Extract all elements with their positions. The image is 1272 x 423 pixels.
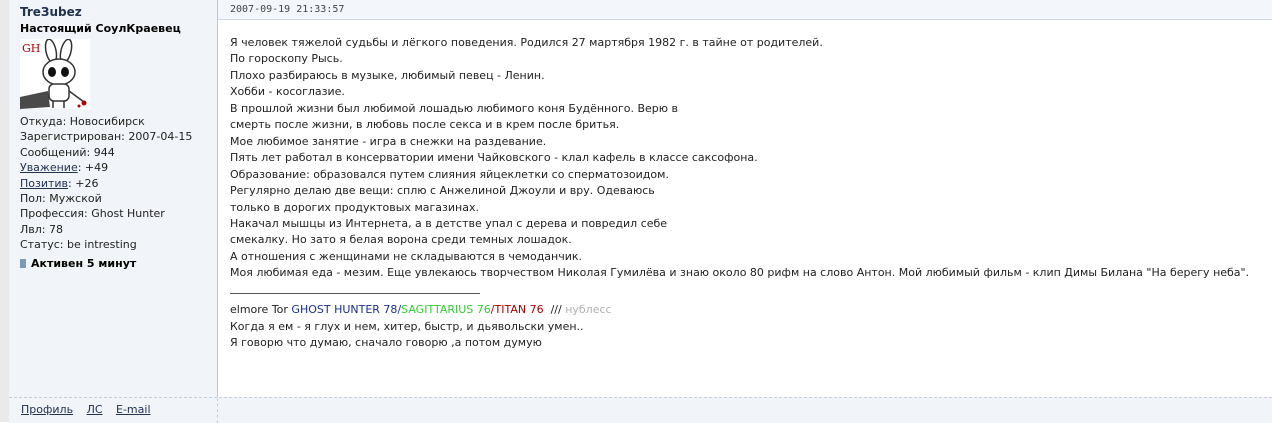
post-line: Плохо разбираюсь в музыке, любимый певец - Ленин.	[230, 68, 545, 82]
online-indicator-icon	[20, 259, 26, 268]
signature-line-1: elmore Tor GHOST HUNTER 78/SAGITTARIUS 76/TITAN 76 /// нублесс	[230, 303, 612, 316]
respect-link[interactable]: Уважение	[20, 161, 78, 175]
email-link[interactable]: E-mail	[116, 403, 151, 416]
info-posts: Сообщений: 944	[20, 145, 115, 159]
post-footer	[9, 397, 1272, 423]
author-name[interactable]: TreЗubez	[20, 5, 82, 19]
post-line: Мое любимое занятие - игра в снежки на раздевание.	[230, 134, 547, 148]
info-registered: Зарегистрирован: 2007-04-15	[20, 130, 193, 144]
post-line: Пять лет работал в консерватории имени Чайковского - клал кафель в классе саксофона.	[230, 151, 758, 165]
sig-ghost-hunter: GHOST HUNTER 78	[291, 303, 398, 316]
info-respect: Уважение: +49	[20, 161, 109, 175]
signature-divider	[230, 293, 480, 294]
post-line: По гороскопу Рысь.	[230, 52, 343, 66]
post-line: Накачал мышцы из Интернета, а в детстве упал с дерева и повредил себе	[230, 216, 668, 230]
avatar-gh-text: GH	[22, 42, 41, 55]
avatar	[20, 39, 90, 109]
info-status: Статус: be intresting	[20, 238, 137, 252]
post-line: Образование: образовался путем слияния яйцеклетки со сперматозоидом.	[230, 167, 669, 181]
post-line: смекалку. Но зато я белая ворона среди темных лошадок.	[230, 233, 572, 247]
post-content	[218, 0, 1272, 397]
post-line: В прошлой жизни был любимой лошадью любимого коня Будённого. Верю в	[230, 101, 678, 115]
sig-sagittarius: SAGITTARIUS 76	[401, 303, 491, 316]
signature-line-3: Я говорю что думаю, сначало говорю ,а потом думую	[230, 336, 542, 349]
post-line: А отношения с женщинами не складываются в чемоданчик.	[230, 249, 583, 263]
footer-links	[21, 403, 161, 416]
post-date: 2007-09-19 21:33:57	[230, 4, 345, 15]
author-panel	[9, 0, 218, 397]
sig-nubless: нублесс	[561, 303, 612, 316]
info-location: Откуда: Новосибирск	[20, 115, 145, 128]
pm-link[interactable]: ЛС	[86, 403, 103, 416]
signature-line-2: Когда я ем - я глух и нем, хитер, быстр, и дьявольски умен..	[230, 319, 584, 333]
author-info	[20, 114, 192, 253]
post-body	[230, 35, 1249, 282]
info-profession: Профессия: Ghost Hunter	[20, 207, 165, 221]
profile-link[interactable]: Профиль	[21, 403, 74, 416]
post-line: Хобби - косоглазие.	[230, 85, 345, 99]
white-bunny-avatar-icon	[20, 39, 90, 109]
sig-titan: TITAN 76	[494, 303, 544, 316]
forum-post	[9, 0, 1272, 422]
post-line: Я человек тяжелой судьбы и лёгкого поведения. Родился 27 мартября 1982 г. в тайне от родителей.	[230, 36, 823, 49]
info-level: Лвл: 78	[20, 222, 63, 236]
positive-link[interactable]: Позитив	[20, 176, 69, 190]
info-gender: Пол: Мужской	[20, 192, 102, 206]
post-line: Моя любимая еда - мезим. Еще увлекаюсь творчеством Николая Гумилёва и знаю около 80 рифм на слово Антон. Мой любимый фильм - клип Димы Билана "На берегу неба".	[230, 266, 1250, 280]
post-header	[218, 0, 1272, 20]
signature	[230, 302, 612, 352]
author-title: Настоящий СоулКраевец	[20, 22, 181, 35]
post-line: Регулярно делаю две вещи: сплю с Анжелиной Джоули и вру. Одеваюсь	[230, 184, 655, 198]
info-positive: Позитив: +26	[20, 176, 99, 190]
post-line: только в дорогих продуктовых магазинах.	[230, 200, 479, 214]
online-status: Активен 5 минут	[20, 257, 136, 270]
post-line: смерть после жизни, в любовь после секса и в крем после бритья.	[230, 118, 620, 132]
footer-divider	[217, 398, 219, 423]
